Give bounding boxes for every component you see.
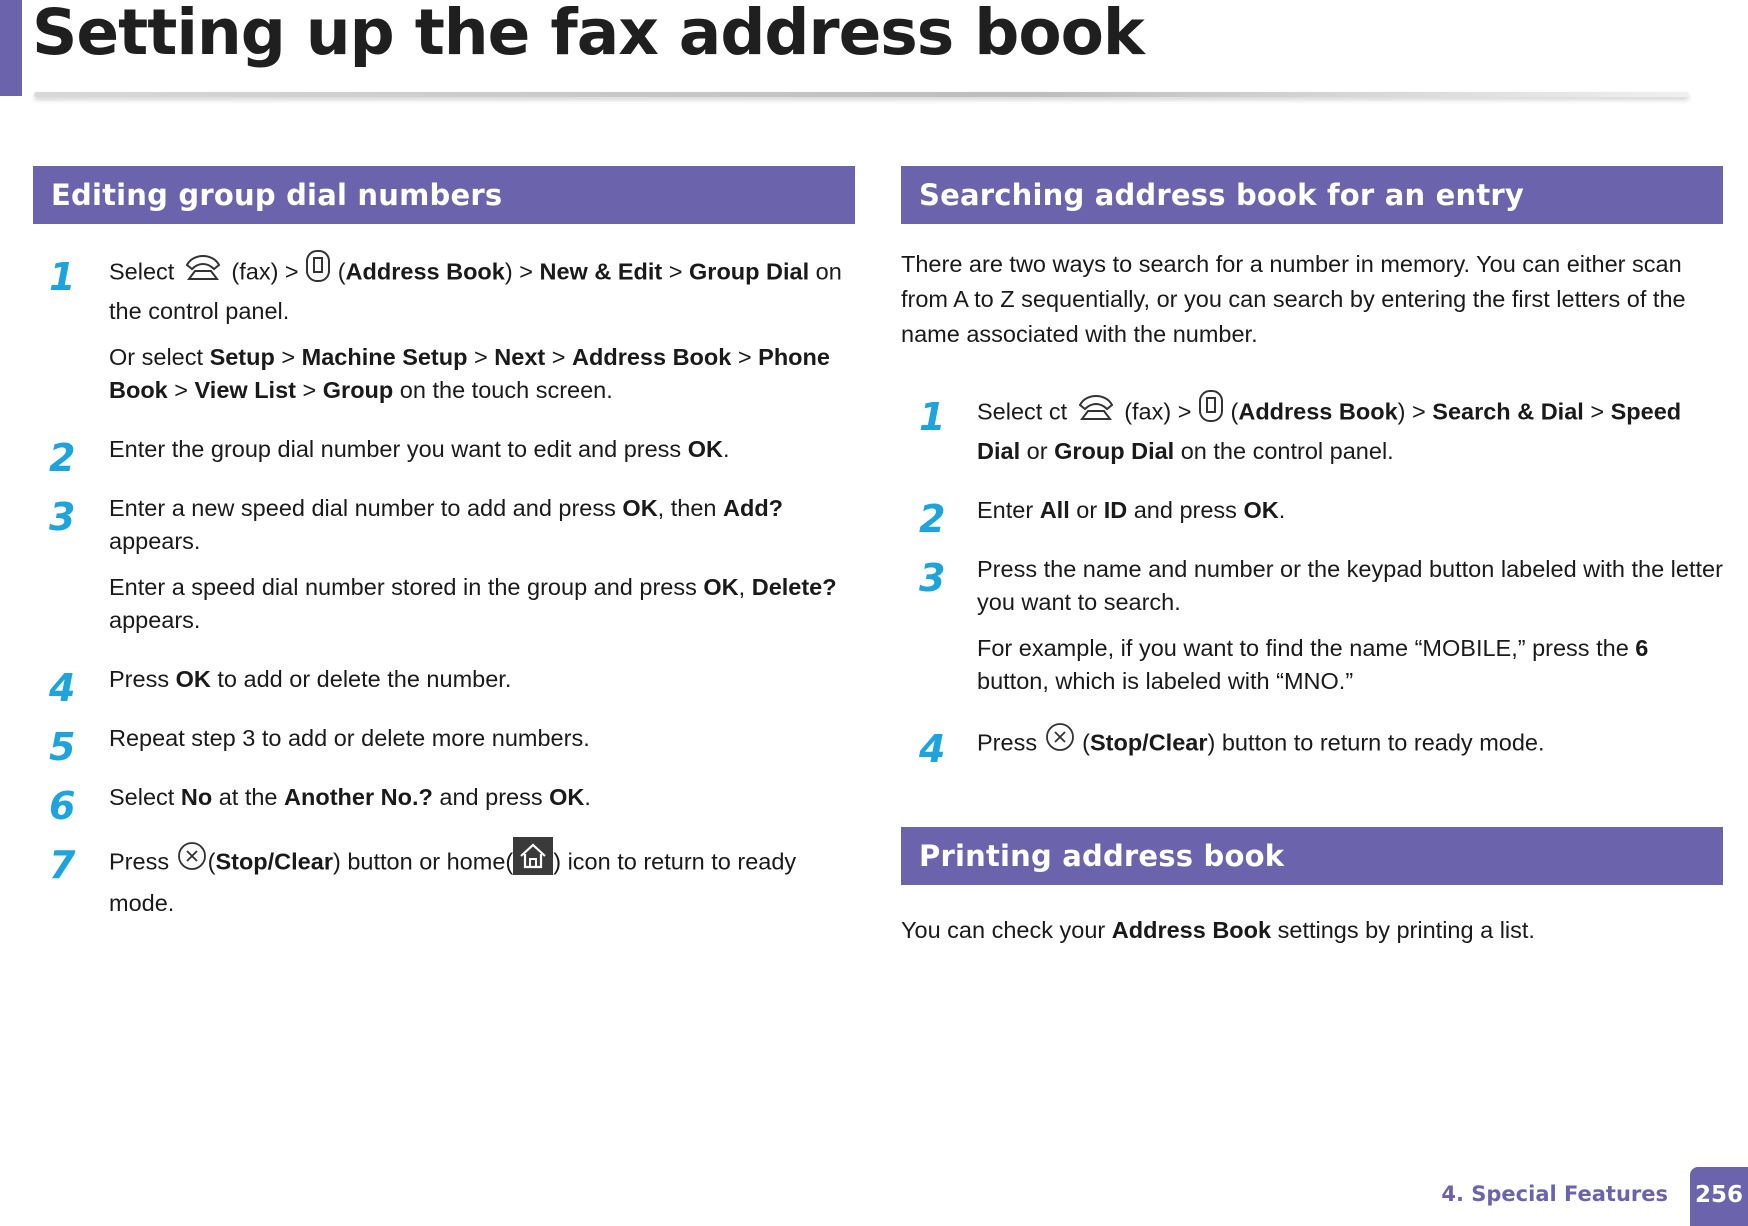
step-4 (901, 724, 1723, 771)
key-ok: OK (549, 784, 585, 810)
home-icon (513, 837, 553, 884)
step-text-part: > (1583, 398, 1611, 425)
step-text-part: and press (432, 784, 550, 810)
editing-steps (33, 252, 855, 920)
section-heading-searching: Searching address book for an entry (901, 166, 1723, 224)
step-text-part: Press (109, 848, 176, 875)
step-text (109, 781, 855, 814)
step-text-part: . (722, 436, 730, 462)
title-accent-bar (0, 0, 22, 96)
step-text-part: Press (109, 666, 176, 692)
step-6 (33, 781, 855, 828)
key-ok: OK (703, 574, 739, 600)
menu-address-book: Address Book (1238, 398, 1398, 425)
menu-speed-dial: Speed Dial (977, 398, 1682, 464)
title-divider (34, 92, 1689, 97)
step-text: Press the name and number or the keypad button labeled with the letter you want to search. (977, 556, 1723, 615)
menu-group: Group (322, 377, 394, 403)
menu-new-edit: New & Edit (539, 258, 663, 285)
step-text (977, 724, 1723, 765)
step-text-part: > (731, 344, 759, 370)
step-text-part: For example, if you want to find the name “MOBILE,” press the (977, 635, 1636, 661)
step-text: Repeat step 3 to add or delete more numbers. (109, 725, 590, 751)
step-number: 1 (49, 255, 76, 299)
step-text-part: , then (657, 495, 723, 521)
step-text-part: on the control panel. (1174, 438, 1394, 464)
searching-intro: There are two ways to search for a number in memory. You can either scan from A to Z sequentially, or you can search by entering the first letters of the name associated with the number. (901, 251, 1686, 347)
step-text-part: ) icon to return to ready mode. (109, 848, 797, 916)
step-1 (901, 392, 1723, 468)
printing-text-part: settings by printing a list. (1271, 917, 1535, 943)
menu-address-book: Address Book (572, 344, 732, 370)
step-text-part: ( (207, 848, 216, 875)
section-heading-printing: Printing address book (901, 827, 1723, 885)
step-number: 7 (49, 843, 76, 887)
prompt-another-no: Another No.? (284, 784, 433, 810)
step-text-part: > (662, 258, 690, 285)
step-text-part: ) button or home( (332, 848, 514, 875)
step-5 (33, 722, 855, 769)
step-text-part: . (584, 784, 591, 810)
menu-address-book: Address Book (345, 258, 505, 285)
menu-setup: Setup (209, 344, 275, 370)
section-heading-editing-group-dial: Editing group dial numbers (33, 166, 855, 224)
step-text-part: Select (109, 258, 175, 285)
fax-handset-icon (1074, 391, 1118, 430)
key-stop-clear: Stop/Clear (215, 848, 333, 875)
step-text (109, 252, 855, 328)
printing-text (901, 913, 1723, 948)
step-text-part: . (1278, 497, 1286, 523)
step-text-part: (fax) > (1124, 398, 1198, 425)
step-text (977, 494, 1723, 527)
fax-handset-icon (181, 251, 225, 290)
menu-phone-book: Phone Book (109, 344, 830, 403)
prompt-delete: Delete? (751, 574, 837, 600)
key-ok: OK (622, 495, 658, 521)
key-stop-clear: Stop/Clear (1089, 729, 1208, 756)
menu-next: Next (494, 344, 546, 370)
step-text-part: > (295, 377, 323, 403)
step-text-part: Enter a speed dial number stored in the group and press (109, 574, 704, 600)
page-title: Setting up the fax address book (32, 0, 1144, 69)
menu-search-dial: Search & Dial (1432, 398, 1584, 425)
step-text-part: or (1020, 438, 1055, 464)
footer-chapter-label: 4. Special Features (1441, 1182, 1668, 1206)
step-subtext (109, 571, 855, 637)
page-number-badge: 256 (1690, 1167, 1748, 1226)
step-text (109, 840, 855, 920)
address-book-icon (305, 249, 331, 292)
step-number: 1 (919, 395, 946, 439)
step-text-part: ( (337, 258, 346, 285)
step-text (109, 663, 855, 696)
step-text-part: Enter the group dial number you want to edit and press (109, 436, 688, 462)
key-ok: OK (175, 666, 211, 692)
step-text-part: (fax) > (231, 258, 306, 285)
menu-address-book: Address Book (1111, 917, 1272, 943)
step-text-part: ) > (1397, 398, 1433, 425)
step-subtext (977, 632, 1723, 698)
step-text-part: button, which is labeled with “MNO.” (977, 668, 1354, 694)
step-text-part: > (167, 377, 195, 403)
step-text-part: ) > (504, 258, 540, 285)
step-7 (33, 840, 855, 920)
step-text-part: ( (1075, 729, 1090, 756)
step-number: 4 (49, 666, 76, 710)
step-text-part: Enter a new speed dial number to add and press (109, 495, 623, 521)
step-2 (33, 433, 855, 480)
step-number: 4 (919, 727, 946, 771)
step-number: 3 (919, 556, 946, 600)
address-book-icon (1198, 389, 1224, 432)
left-column (33, 166, 855, 920)
step-text-part: Or select (109, 344, 210, 370)
step-text-part: Select (109, 784, 181, 810)
step-subtext (109, 341, 855, 407)
step-number: 6 (49, 784, 76, 828)
step-text-part: , (738, 574, 752, 600)
step-3 (901, 553, 1723, 698)
step-text-part: > (274, 344, 302, 370)
option-all: All (1039, 497, 1070, 523)
menu-group-dial: Group Dial (689, 258, 810, 285)
step-text-part: Press (977, 729, 1044, 756)
step-number: 5 (49, 725, 76, 769)
option-no: No (180, 784, 213, 810)
step-text-part: ( (1223, 398, 1239, 425)
step-3 (33, 492, 855, 637)
option-id: ID (1103, 497, 1128, 523)
right-column (901, 166, 1723, 948)
prompt-add: Add? (723, 495, 784, 521)
step-number: 2 (49, 436, 76, 480)
menu-group-dial: Group Dial (1054, 438, 1175, 464)
step-text-part: > (467, 344, 495, 370)
step-text-part: Enter (977, 497, 1040, 523)
key-ok: OK (1243, 497, 1279, 523)
step-number: 3 (49, 495, 76, 539)
step-text-part: appears. (109, 528, 201, 554)
step-4 (33, 663, 855, 710)
step-number: 2 (919, 497, 946, 541)
step-text (977, 392, 1723, 468)
step-text-part: > (545, 344, 573, 370)
stop-clear-icon (176, 840, 208, 881)
step-1 (33, 252, 855, 407)
step-text-part: appears. (109, 607, 201, 633)
step-text (109, 433, 855, 466)
menu-machine-setup: Machine Setup (301, 344, 468, 370)
key-six: 6 (1635, 635, 1649, 661)
step-text-part: on the touch screen. (393, 377, 613, 403)
step-text-part: on the control panel. (109, 258, 842, 324)
menu-view-list: View List (194, 377, 296, 403)
key-ok: OK (687, 436, 723, 462)
step-text-part: Select ct (977, 398, 1074, 425)
step-text-part: to add or delete the number. (210, 666, 512, 692)
step-2 (901, 494, 1723, 541)
searching-steps (901, 392, 1723, 771)
step-text-part: and press (1127, 497, 1244, 523)
step-text-part: at the (212, 784, 285, 810)
stop-clear-icon (1044, 721, 1076, 762)
printing-text-part: You can check your (901, 917, 1112, 943)
step-text-part: or (1069, 497, 1104, 523)
step-text (109, 492, 855, 558)
step-text-part: ) button to return to ready mode. (1207, 729, 1545, 756)
